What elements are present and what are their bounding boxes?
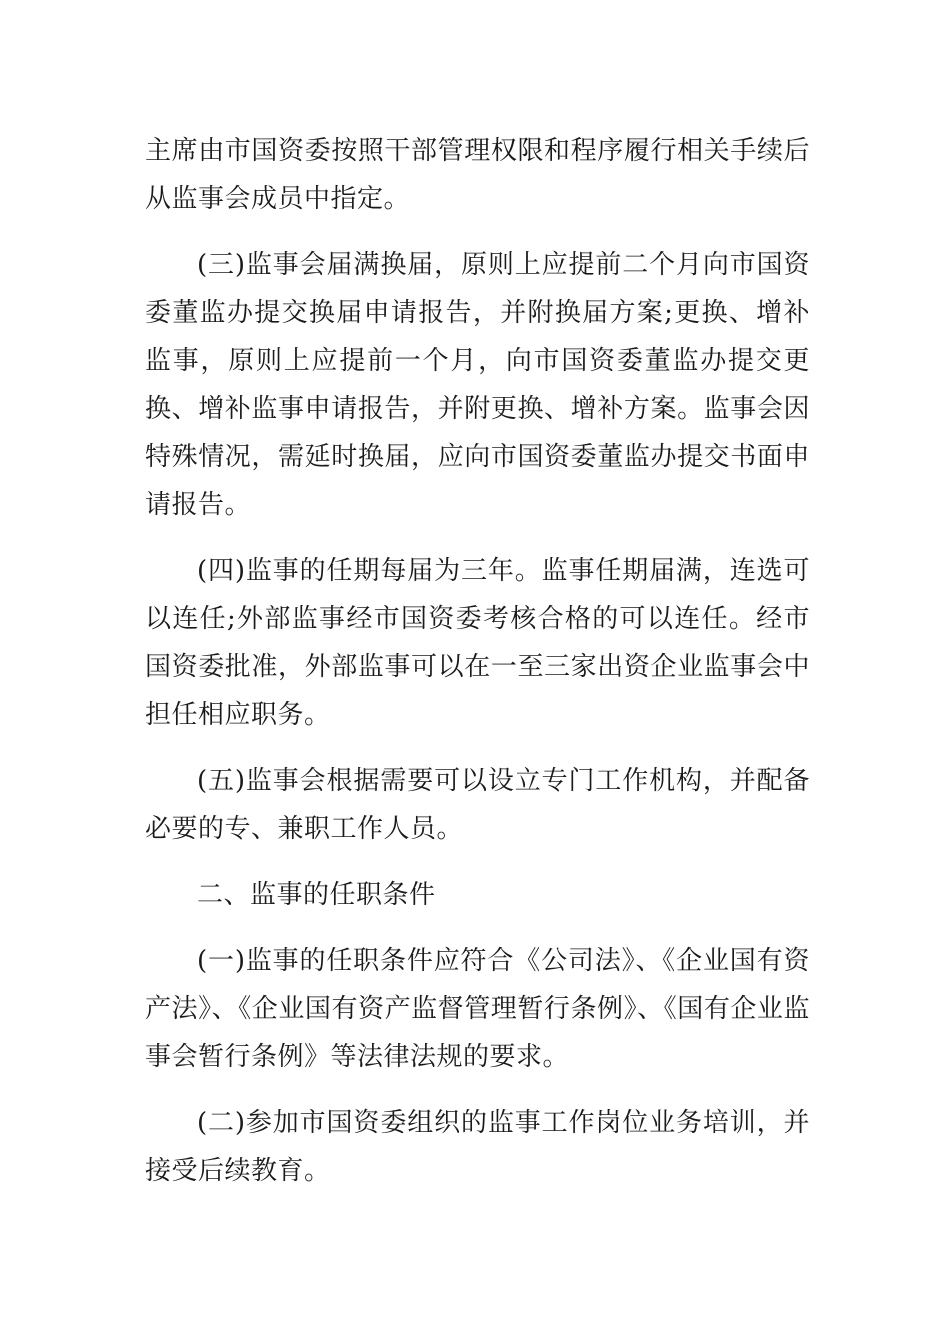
paragraph-qualification-1: (一)监事的任职条件应符合《公司法》、《企业国有资产法》、《企业国有资产监督管理暂行条例》、《国有企业监事会暂行条例》等法律法规的要求。 xyxy=(145,946,810,1072)
paragraph-item-4: (四)监事的任期每届为三年。监事任期届满，连选可以连任;外部监事经市国资委考核合格的可以连任。经市国资委批准，外部监事可以在一至三家出资企业监事会中担任相应职务。 xyxy=(145,556,810,730)
section-heading: 二、监事的任职条件 xyxy=(197,880,436,910)
paragraph-item-5: (五)监事会根据需要可以设立专门工作机构，并配备必要的专、兼职工作人员。 xyxy=(145,766,810,844)
document-body xyxy=(145,127,810,1213)
paragraph-qualification-2: (二)参加市国资委组织的监事工作岗位业务培训，并接受后续教育。 xyxy=(145,1108,810,1186)
paragraph-continuation: 主席由市国资委按照干部管理权限和程序履行相关手续后从监事会成员中指定。 xyxy=(145,136,810,214)
paragraph-item-3: (三)监事会届满换届，原则上应提前二个月向市国资委董监办提交换届申请报告，并附换届方案;更换、增补监事，原则上应提前一个月，向市国资委董监办提交更换、增补监事申请报告，并附更换、增补方案。监事会因特殊情况，需延时换届，应向市国资委董监办提交书面申请报告。 xyxy=(145,250,810,520)
